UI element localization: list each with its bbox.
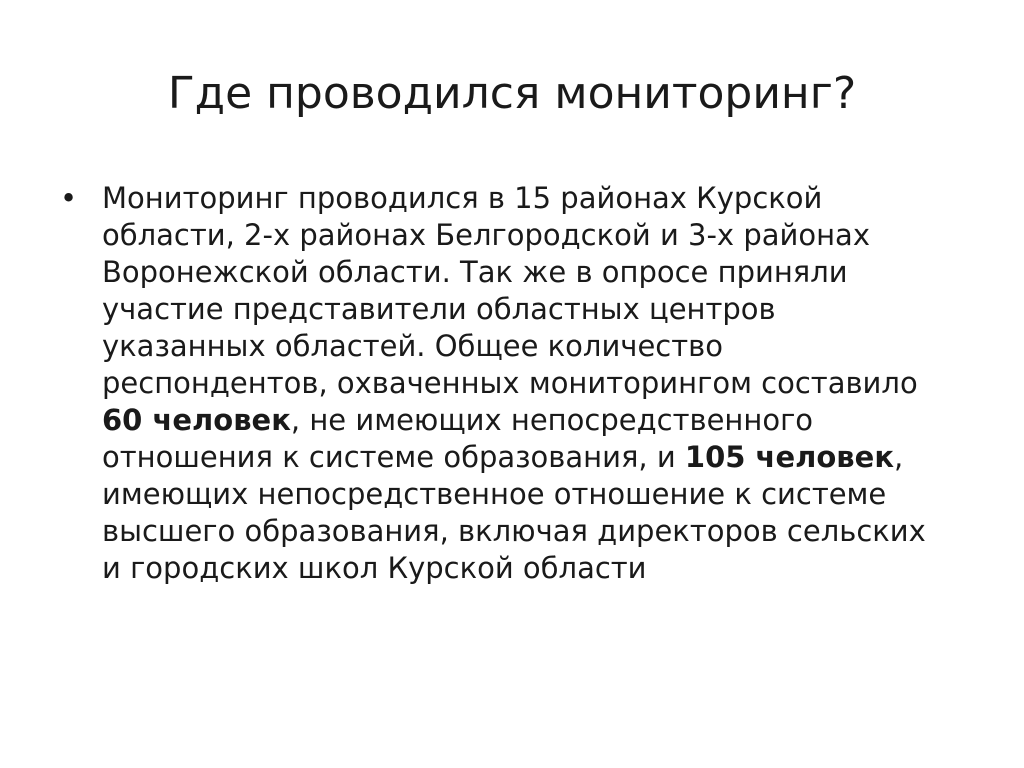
bullet-text-part-1: Мониторинг проводился в 15 районах Курской области, 2-х районах Белгородской и 3-х районах Воронежской области. Так же в опросе приняли участие представители областных центров указанных областей. Общее количество респондентов, охваченных мониторингом составило bbox=[102, 181, 918, 400]
bullet-item bbox=[60, 180, 940, 587]
slide-title: Где проводился мониторинг? bbox=[167, 68, 857, 119]
bullet-text-part-3: , имеющих непосредственное отношение к системе высшего образования, включая директоров сельских и городских школ Курской области bbox=[102, 440, 926, 585]
bullet-dot-icon: • bbox=[60, 181, 78, 215]
bullet-bold-count-2: 105 человек bbox=[684, 440, 894, 474]
bullet-bold-count-1: 60 человек bbox=[102, 403, 291, 437]
slide-content bbox=[60, 180, 940, 587]
bullet-text bbox=[102, 181, 926, 585]
bullet-text-part-2: , не имеющих непосредственного отношения к системе образования, и bbox=[102, 403, 814, 474]
